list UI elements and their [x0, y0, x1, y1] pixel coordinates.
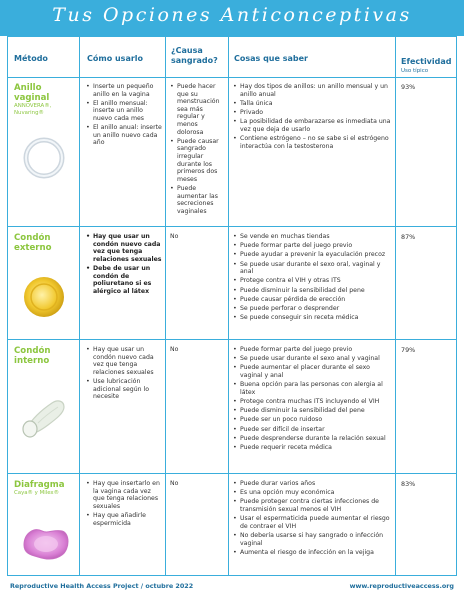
- effectiveness-sublabel: Uso típico: [401, 68, 429, 74]
- list-item: • Use lubricación adicional según lo necesite: [86, 378, 163, 401]
- effectiveness-value: 93%: [401, 83, 416, 91]
- list-item: • Hay que usar un condón nuevo cada vez que tenga relaciones sexuales: [86, 346, 163, 376]
- usage-list-internal: [86, 346, 163, 402]
- list-item: • Puede proteger contra ciertas infecciones de transmisión sexual menos el VIH: [233, 498, 393, 513]
- list-item: • Protege contra muchas ITS incluyendo el VIH: [233, 398, 393, 406]
- usage-list-diaphragm: [86, 480, 163, 529]
- method-brand: Caya® y Milex®: [14, 490, 60, 496]
- footer-website[interactable]: www.reproductiveaccess.org: [349, 582, 454, 590]
- effectiveness-value: 87%: [401, 233, 416, 241]
- list-item: • Puede causar pérdida de erección: [233, 296, 393, 304]
- column-divider: [228, 37, 229, 575]
- list-item: • El anillo anual: inserte un anillo nuevo cada año: [86, 124, 163, 147]
- row-divider: [8, 77, 456, 78]
- bleeding-external: No: [170, 233, 179, 240]
- list-item: • Protege contra el VIH y otras ITS: [233, 277, 393, 285]
- list-item: • Puede desprenderse durante la relación sexual: [233, 435, 393, 443]
- list-item: • Puede formar parte del juego previo: [233, 242, 393, 250]
- list-item: • Hay que insertarlo en la vagina cada vez que tenga relaciones sexuales: [86, 480, 163, 510]
- list-item: • Contiene estrógeno – no se sabe si el estrógeno interactúa con la testosterona: [233, 135, 393, 150]
- effectiveness-value: 79%: [401, 346, 416, 354]
- list-item: • El anillo mensual: inserte un anillo nuevo cada mes: [86, 100, 163, 123]
- header-facts: Cosas que saber: [234, 54, 308, 63]
- method-name: Diafragma: [14, 480, 65, 490]
- vaginal-ring-image: [20, 133, 68, 181]
- method-name: Anillo vaginal: [14, 83, 50, 103]
- method-ring: [14, 83, 78, 117]
- list-item: • Buena opción para las personas con alergia al látex: [233, 381, 393, 396]
- internal-condom-image: [18, 389, 72, 443]
- list-item: • Es una opción muy económica: [233, 489, 393, 497]
- list-item: • Se vende en muchas tiendas: [233, 233, 393, 241]
- list-item: • No debería usarse si hay sangrado o infección vaginal: [233, 532, 393, 547]
- method-external-condom: [14, 233, 78, 253]
- method-name: Condón externo: [14, 233, 52, 253]
- list-item: • Puede ser un poco ruidoso: [233, 416, 393, 424]
- column-divider: [79, 37, 80, 575]
- list-item: • Talla única: [233, 100, 393, 108]
- list-item: • Se puede conseguir sin receta médica: [233, 314, 393, 322]
- header-usage: Cómo usarlo: [87, 54, 144, 63]
- list-item: • Usar el espermaticida puede aumentar el riesgo de contraer el VIH: [233, 515, 393, 530]
- header-effectiveness: [401, 49, 455, 75]
- list-item: • Puede ayudar a prevenir la eyaculación precoz: [233, 251, 393, 259]
- list-item: • Puede ser difícil de insertar: [233, 426, 393, 434]
- bleeding-internal: No: [170, 346, 179, 353]
- header-bleeding: ¿Causa sangrado?: [171, 46, 218, 65]
- list-item: • Hay dos tipos de anillos: un anillo mensual y un anillo anual: [233, 83, 393, 98]
- list-item: • Se puede usar durante el sexo anal y vaginal: [233, 355, 393, 363]
- method-diaphragm: [14, 480, 78, 497]
- list-item: • Privado: [233, 109, 393, 117]
- list-item: • Puede disminuir la sensibilidad del pene: [233, 287, 393, 295]
- bleeding-diaphragm: No: [170, 480, 179, 487]
- method-brand: ANNOVERA®, Nuvaring®: [14, 103, 52, 116]
- header-method: Método: [14, 54, 48, 63]
- effectiveness-label: Efectividad: [401, 57, 452, 66]
- page-title: Tus Opciones Anticonceptivas: [52, 4, 412, 26]
- list-item: • La posibilidad de embarazarse es inmediata una vez que deja de usarlo: [233, 118, 393, 133]
- external-condom-image: [20, 273, 68, 321]
- contraceptive-table: [7, 36, 457, 576]
- usage-list-ring: [86, 83, 163, 149]
- usage-list-external: [86, 233, 163, 297]
- list-item: • Puede requerir receta médica: [233, 444, 393, 452]
- list-item: • Puede causar sangrado irregular durante los primeros dos meses: [170, 138, 226, 184]
- list-item: • Puede aumentar el placer durante el sexo vaginal y anal: [233, 364, 393, 379]
- column-divider: [395, 37, 396, 575]
- bleeding-list-ring: [170, 83, 226, 217]
- method-name: Condón interno: [14, 346, 51, 366]
- list-item: • Puede durar varios años: [233, 480, 393, 488]
- list-item: • Se puede perforar o desprender: [233, 305, 393, 313]
- facts-list-internal: [233, 346, 393, 453]
- facts-list-diaphragm: [233, 480, 393, 558]
- row-divider: [8, 226, 456, 227]
- list-item: • Inserte un pequeño anillo en la vagina: [86, 83, 163, 98]
- list-item: • Hay que usar un condón nuevo cada vez que tenga relaciones sexuales: [86, 233, 163, 263]
- list-item: • Debe de usar un condón de poliuretano si es alérgico al látex: [86, 265, 163, 295]
- list-item: • Se puede usar durante el sexo oral, vaginal y anal: [233, 261, 393, 276]
- facts-list-external: [233, 233, 393, 323]
- diaphragm-image: [18, 515, 74, 571]
- method-internal-condom: [14, 346, 78, 366]
- list-item: • Hay que añadirle espermicida: [86, 512, 163, 527]
- footer-source: Reproductive Health Access Project / octubre 2022: [10, 582, 194, 590]
- list-item: • Puede disminuir la sensibilidad del pene: [233, 407, 393, 415]
- list-item: • Puede aumentar las secreciones vaginales: [170, 185, 226, 215]
- effectiveness-value: 83%: [401, 480, 416, 488]
- list-item: • Puede formar parte del juego previo: [233, 346, 393, 354]
- row-divider: [8, 473, 456, 474]
- list-item: • Puede hacer que su menstruación sea más regular y menos dolorosa: [170, 83, 226, 136]
- list-item: • Aumenta el riesgo de infección en la vejiga: [233, 549, 393, 557]
- facts-list-ring: [233, 83, 393, 152]
- column-divider: [165, 37, 166, 575]
- row-divider: [8, 339, 456, 340]
